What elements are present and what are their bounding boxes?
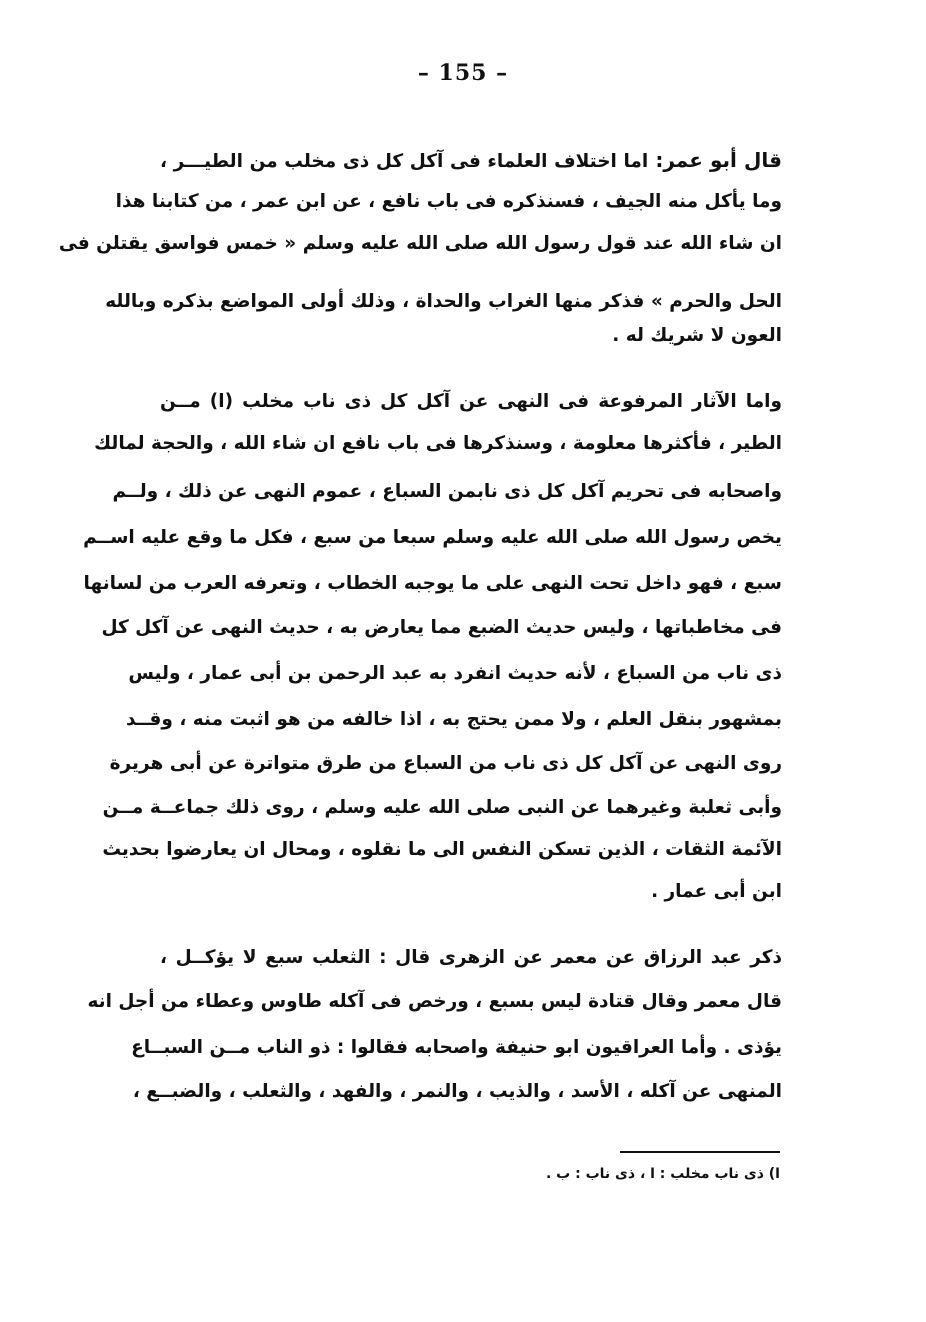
text-line: بمشهور بنقل العلم ، ولا ممن يحتج به ، اذا خالفه من هو اثبت منه ، وقــد [125,709,782,730]
text-line: سبع ، فهو داخل تحت النهى على ما يوجبه الخطاب ، وتعرفه العرب من لسانها [83,573,782,594]
text-line: الحل والحرم » فذكر منها الغراب والحداة ، وذلك أولى المواضع بذكره وبالله [105,291,782,312]
text-line: ابن أبى عمار . [651,881,782,902]
text-line: المنهى عن آكله ، الأسد ، والذيب ، والنمر ، والفهد ، والثعلب ، والضبــع ، [132,1081,782,1102]
text-line: وأبى ثعلبة وغيرهما عن النبى صلى الله عليه وسلم ، روى ذلك جماعــة مــن [102,797,782,818]
footnote-divider [620,1151,780,1153]
text-line: ذى ناب من السباع ، لأنه حديث انفرد به عبد الرحمن بن أبى عمار ، وليس [128,663,782,684]
text-line: روى النهى عن آكل كل ذى ناب من السباع من طرق متواترة عن أبى هريرة [109,753,782,774]
text-line [160,138,782,182]
text-line: فى مخاطباتها ، وليس حديث الضبع مما يعارض به ، حديث النهى عن آكل كل [101,617,782,638]
footnote: ا) ذى ناب مخلب : ا ، ذى ناب : ب . [545,1166,780,1182]
text-line: ذكر عبد الرزاق عن معمر عن الزهرى قال : الثعلب سبع لا يؤكــل ، [160,947,782,968]
text-line: يخص رسول الله صلى الله عليه وسلم سبعا من سبع ، فكل ما وقع عليه اســم [83,527,782,548]
text-line: وما يأكل منه الجيف ، فسنذكره فى باب نافع ، عن ابن عمر ، من كتابنا هذا [115,191,782,212]
text-line: ان شاء الله عند قول رسول الله صلى الله عليه وسلم « خمس فواسق يقتلن فى [58,233,782,254]
text-line: قال معمر وقال قتادة ليس بسبع ، ورخص فى آكله طاوس وعطاء من أجل انه [87,991,782,1012]
line-text: اما اختلاف العلماء فى آكل كل ذى مخلب من الطيـــر ، [160,151,649,172]
text-line: الآئمة الثقات ، الذين تسكن النفس الى ما نقلوه ، ومحال ان يعارضوا بحديث [102,839,782,860]
text-line: واما الآثار المرفوعة فى النهى عن آكل كل ذى ناب مخلب (ا) مــن [160,391,782,412]
text-line: يؤذى . وأما العراقيون ابو حنيفة واصحابه فقالوا : ذو الناب مــن السبــاع [131,1037,782,1058]
speaker-lead: قال أبو عمر: [648,148,782,172]
paragraph-3 [87,936,782,1136]
text-line: واصحابه فى تحريم آكل كل ذى نابمن السباع ، عموم النهى عن ذلك ، ولــم [112,481,782,502]
text-line: العون لا شريك له . [612,325,782,346]
page-number: – 155 – [417,60,509,86]
paragraph-1 [58,138,782,358]
paragraph-2 [83,380,782,920]
text-line: الطير ، فأكثرها معلومة ، وسنذكرها فى باب نافع ان شاء الله ، والحجة لمالك [94,433,782,454]
